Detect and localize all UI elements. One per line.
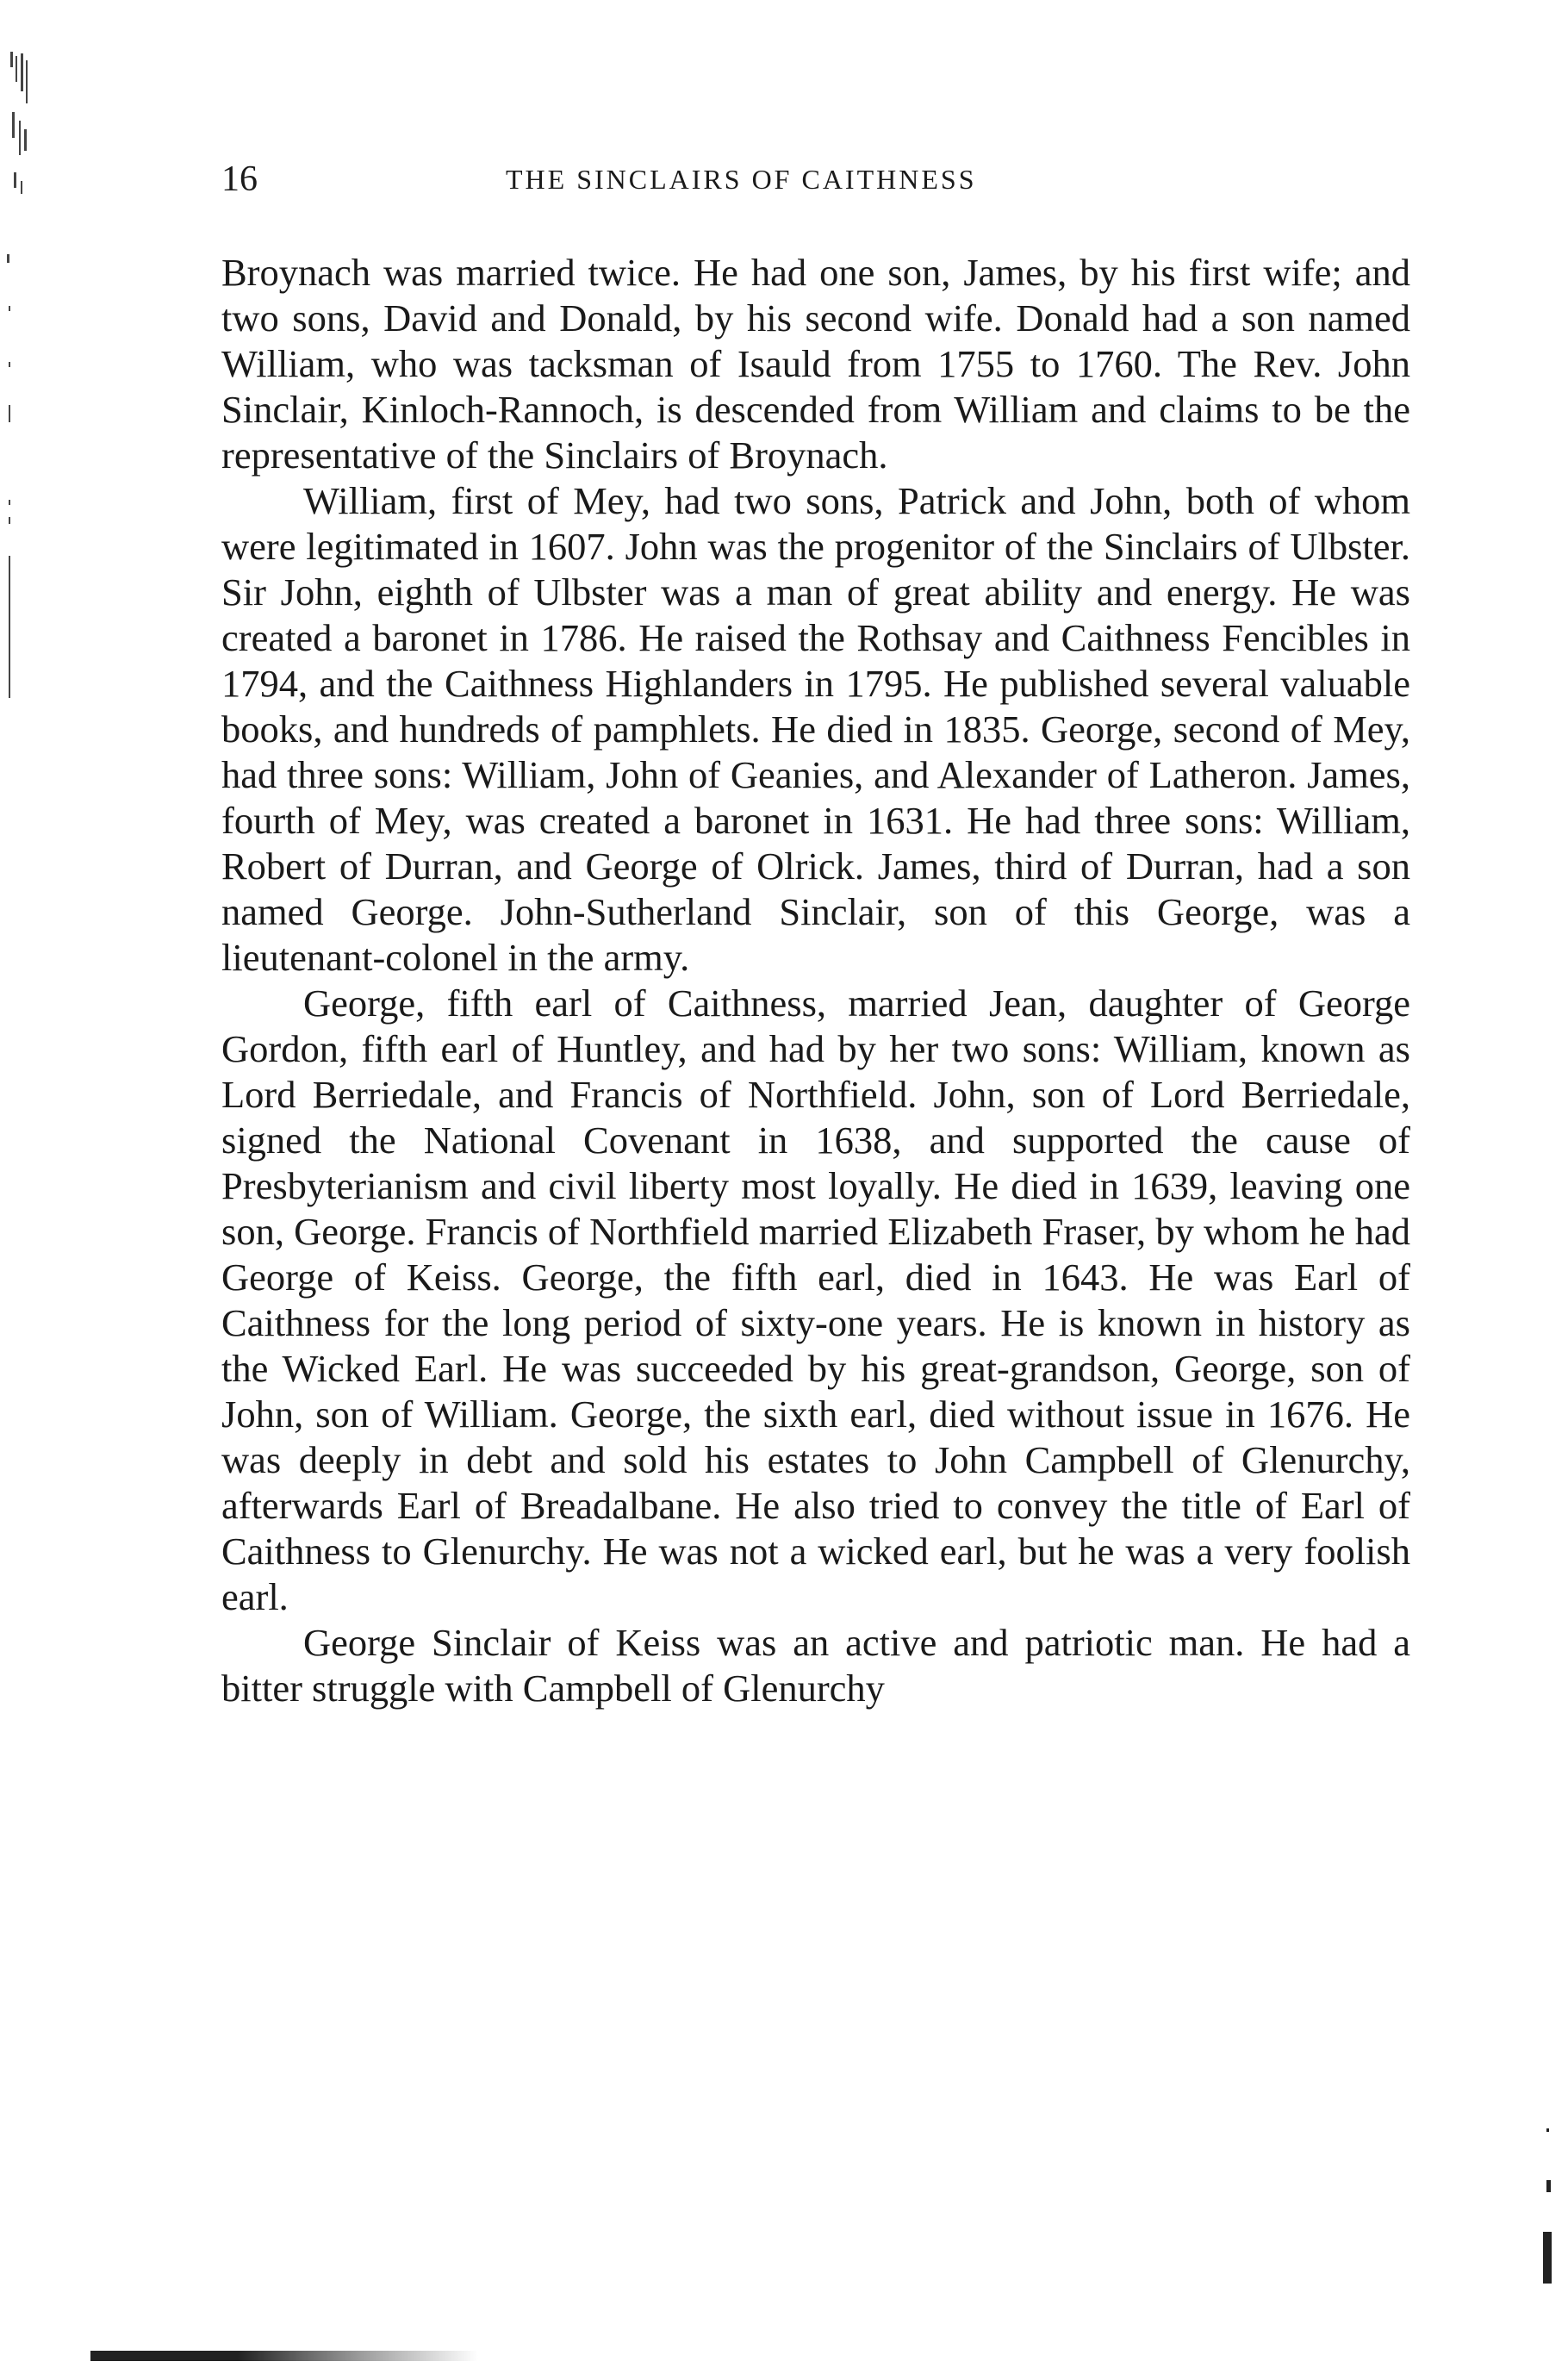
page-header: [221, 153, 1410, 205]
scan-right-specks: [1538, 2128, 1559, 2301]
scan-edge-marks: [2, 52, 36, 707]
page-number: 16: [221, 159, 258, 199]
paragraph-george-fifth-earl: George, fifth earl of Caithness, married Jean, daughter of George Gordon, fifth earl of Huntley, and had by her two sons: William, known as Lord Berriedale, and Francis of Northfield. John, son of Lord Berriedale, signed the National Covenant in 1638, and supported the cause of Presbyterianism and civil liberty most loyally. He died in 1639, leaving one son, George. Francis of Northfield married Elizabeth Fraser, by whom he had George of Keiss. George, the fifth earl, died in 1643. He was Earl of Caithness for the long period of sixty-one years. He is known in history as the Wicked Earl. He was succeeded by his great-grandson, George, son of John, son of William. George, the sixth earl, died without issue in 1676. He was deeply in debt and sold his estates to John Campbell of Glenurchy, afterwards Earl of Breadalbane. He also tried to convey the title of Earl of Caithness to Glenurchy. He was not a wicked earl, but he was a very foolish earl.: [221, 981, 1410, 1618]
body-text: [221, 250, 1410, 1711]
paragraph-william-of-mey: William, first of Mey, had two sons, Patrick and John, both of whom were legitimated in 1607. John was the progenitor of the Sinclairs of Ulbster. Sir John, eighth of Ulbster was a man of great ability and energy. He was created a baronet in 1786. He raised the Rothsay and Caithness Fencibles in 1794, and the Caithness Highlanders in 1795. He published several valuable books, and hundreds of pamphlets. He died in 1835. George, second of Mey, had three sons: William, John of Geanies, and Alexander of Latheron. James, fourth of Mey, was created a baronet in 1631. He had three sons: William, Robert of Durran, and George of Olrick. James, third of Durran, had a son named George. John-Sutherland Sinclair, son of this George, was a lieutenant-colonel in the army.: [221, 479, 1410, 979]
scan-bottom-smudge: [90, 2351, 478, 2361]
running-title: THE SINCLAIRS OF CAITHNESS: [506, 164, 977, 195]
paragraph-broynach: Broynach was married twice. He had one son, James, by his first wife; and two sons, David and Donald, by his second wife. Donald had a son named William, who was tacksman of Isauld from 1755 to 1760. The Rev. John Sinclair, Kinloch-Rannoch, is descended from William and claims to be the representative of the Sinclairs of Broynach.: [221, 251, 1410, 477]
paragraph-george-of-keiss: George Sinclair of Keiss was an active and patriotic man. He had a bitter struggle with Campbell of Glenurchy: [221, 1621, 1410, 1710]
